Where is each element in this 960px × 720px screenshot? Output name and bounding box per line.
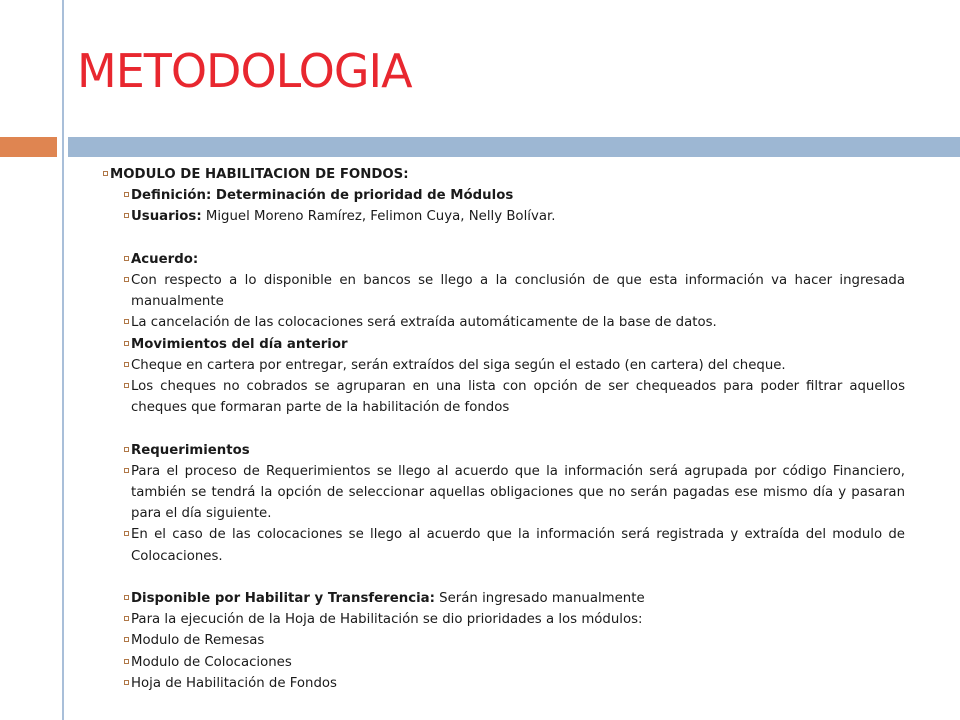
agreement-item bbox=[100, 270, 905, 312]
spacer bbox=[100, 567, 905, 588]
square-bullet-icon bbox=[124, 192, 129, 197]
movements-item-text: Cheque en cartera por entregar, serán extraídos del siga según el estado (en cartera) del cheque. bbox=[131, 357, 786, 373]
requirements-item-text: Para el proceso de Requerimientos se llego al acuerdo que la información será agrupada por código Financiero, también se tendrá la opción de seleccionar aquellas obligaciones que no serán pagadas ese mismo día y pasaran para el día siguiente. bbox=[131, 463, 905, 522]
available-item bbox=[100, 609, 905, 630]
requirements-item bbox=[100, 461, 905, 525]
square-bullet-icon bbox=[124, 362, 129, 367]
accent-bar-blue bbox=[68, 137, 960, 157]
available-item-text: Para la ejecución de la Hoja de Habilitación se dio prioridades a los módulos: bbox=[131, 612, 643, 628]
available-item bbox=[100, 630, 905, 651]
square-bullet-icon bbox=[124, 637, 129, 642]
agreement-item-text: Con respecto a lo disponible en bancos se llego a la conclusión de que esta información va hacer ingresada manualmente bbox=[131, 273, 905, 310]
available-text-block bbox=[131, 588, 905, 609]
vertical-divider-line bbox=[62, 0, 64, 720]
square-bullet-icon bbox=[124, 447, 129, 452]
available-item-text: Modulo de Colocaciones bbox=[131, 654, 292, 670]
spacer bbox=[100, 418, 905, 439]
module-heading: MODULO DE HABILITACION DE FONDOS: bbox=[110, 167, 409, 182]
square-bullet-icon bbox=[124, 616, 129, 621]
definition-text-block bbox=[131, 185, 905, 206]
square-bullet-icon bbox=[124, 383, 129, 388]
requirements-item-text: En el caso de las colocaciones se llego al acuerdo que la información será registrada y extraída del modulo de Colocaciones. bbox=[131, 527, 905, 564]
available-text: Serán ingresado manualmente bbox=[434, 591, 645, 607]
users-text: Miguel Moreno Ramírez, Felimon Cuya, Nelly Bolívar. bbox=[201, 209, 556, 225]
accent-bar-orange bbox=[0, 137, 57, 157]
square-bullet-icon bbox=[124, 277, 129, 282]
definition-label: Definición: bbox=[131, 188, 212, 204]
movements-item bbox=[100, 355, 905, 376]
agreement-heading: Acuerdo: bbox=[131, 251, 199, 267]
square-bullet-icon bbox=[124, 659, 129, 664]
agreement-heading-row bbox=[100, 249, 905, 270]
square-bullet-icon bbox=[124, 595, 129, 600]
movements-heading: Movimientos del día anterior bbox=[131, 336, 348, 352]
square-bullet-icon bbox=[124, 213, 129, 218]
available-item bbox=[100, 673, 905, 694]
requirements-heading-row bbox=[100, 440, 905, 461]
users-row bbox=[100, 206, 905, 227]
square-bullet-icon bbox=[124, 319, 129, 324]
movements-item bbox=[100, 376, 905, 418]
agreement-item bbox=[100, 312, 905, 333]
module-heading-row bbox=[100, 164, 905, 185]
available-item-text: Hoja de Habilitación de Fondos bbox=[131, 675, 337, 691]
users-label: Usuarios: bbox=[131, 209, 202, 225]
square-bullet-icon bbox=[103, 171, 108, 176]
movements-heading-row bbox=[100, 334, 905, 355]
available-item-text: Modulo de Remesas bbox=[131, 633, 265, 649]
available-heading-row bbox=[100, 588, 905, 609]
square-bullet-icon bbox=[124, 531, 129, 536]
available-item bbox=[100, 652, 905, 673]
agreement-item-text: La cancelación de las colocaciones será extraída automáticamente de la base de datos. bbox=[131, 315, 717, 331]
square-bullet-icon bbox=[124, 680, 129, 685]
spacer bbox=[100, 228, 905, 249]
available-label: Disponible por Habilitar y Transferencia: bbox=[131, 591, 435, 607]
square-bullet-icon bbox=[124, 341, 129, 346]
requirements-item bbox=[100, 524, 905, 566]
slide-content bbox=[100, 164, 905, 694]
requirements-heading: Requerimientos bbox=[131, 442, 250, 458]
definition-text: Determinación de prioridad de Módulos bbox=[211, 188, 514, 204]
slide-title: METODOLOGIA bbox=[77, 44, 412, 98]
movements-item-text: Los cheques no cobrados se agruparan en una lista con opción de ser chequeados para poder filtrar aquellos cheques que formaran parte de la habilitación de fondos bbox=[131, 379, 905, 416]
square-bullet-icon bbox=[124, 256, 129, 261]
users-text-block bbox=[131, 206, 905, 227]
definition-row bbox=[100, 185, 905, 206]
square-bullet-icon bbox=[124, 468, 129, 473]
